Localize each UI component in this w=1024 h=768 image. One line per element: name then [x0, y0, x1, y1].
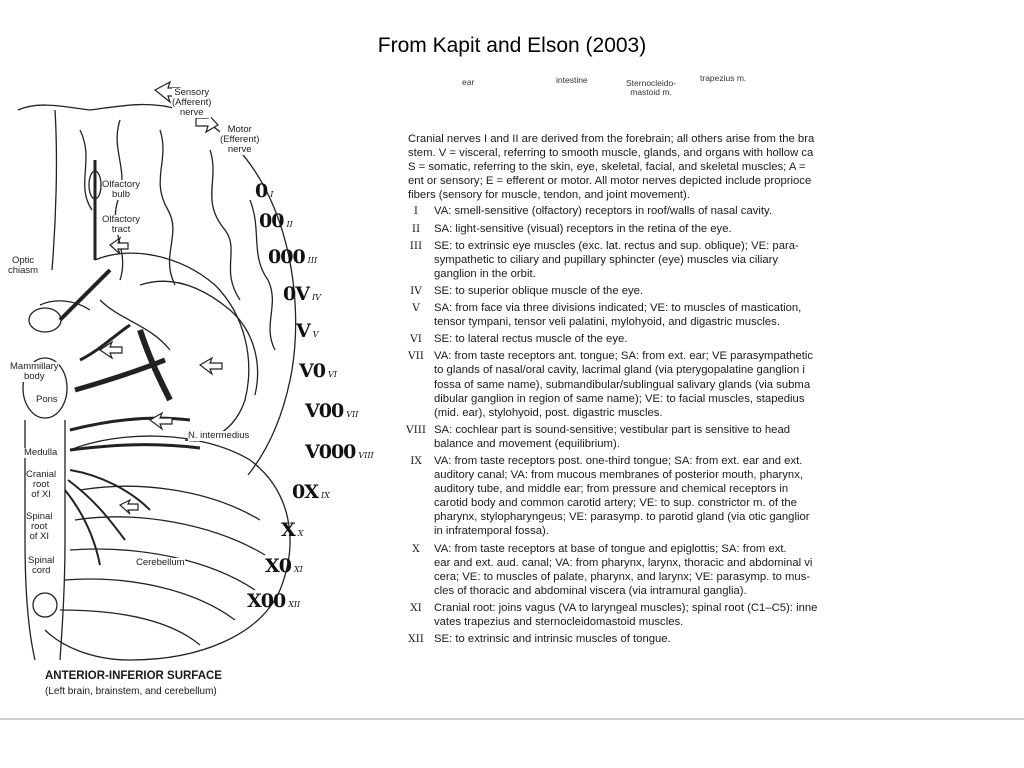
nerve-description — [434, 284, 890, 298]
top-label-ear: ear — [462, 77, 475, 87]
numeral-glyph: V0 — [299, 360, 325, 382]
nerve-description — [434, 349, 890, 419]
numeral-subscript: V — [312, 330, 319, 339]
nerve-description — [434, 632, 890, 646]
label-n-intermedius: N. intermedius — [188, 430, 250, 441]
nerve-description — [434, 301, 890, 329]
nerve-description-line: auditory canal; VA: from mucous membranes of posterior mouth, pharynx, — [434, 469, 803, 482]
label-motor-nerve: Motor (Efferent) nerve — [220, 124, 260, 155]
numeral-subscript: VIII — [358, 451, 374, 460]
nerve-entry — [398, 332, 890, 346]
intro-line: stem. V = visceral, referring to smooth muscle, glands, and organs with hollow ca — [408, 147, 814, 160]
nerve-numeral-glyph — [299, 360, 337, 382]
nerve-description-line: sympathetic to ciliary and pupillary sphincter (eye) muscles via ciliary — [434, 253, 779, 266]
nerve-entry — [398, 454, 890, 539]
nerve-description-line: VA: from taste receptors post. one-third tongue; SA: from ext. ear and ext. — [434, 454, 803, 467]
nerve-description-line: VA: from taste receptors at base of tongue and epiglottis; SA: from ext. — [434, 542, 787, 555]
nerve-description — [434, 239, 890, 281]
numeral-glyph: X0 — [265, 555, 291, 577]
nerve-description-line: cles of thoracic and abdominal viscera (via intramural ganglia). — [434, 584, 747, 597]
nerve-description-line: ganglion in the orbit. — [434, 267, 536, 280]
numeral-subscript: II — [286, 220, 293, 229]
nerve-description — [434, 454, 890, 539]
brain-figure — [0, 70, 400, 725]
nerve-description-line: carotid body and common carotid artery; VE: to sup. constrictor m. of the — [434, 497, 797, 510]
intro-line: ent or sensory; E = efferent or motor. All motor nerves depicted include proprioce — [408, 175, 812, 188]
nerve-numeral-glyph — [255, 180, 273, 202]
nerve-description-line: dibular ganglion in region of same name); VE: to facial muscles, stapedius — [434, 392, 805, 405]
nerve-number: III — [409, 239, 423, 252]
brain-illustration — [0, 70, 400, 725]
numeral-glyph: 0 — [255, 180, 268, 202]
numeral-glyph: V000 — [305, 441, 356, 463]
nerve-number: VII — [408, 350, 424, 363]
label-olfactory-tract: Olfactory tract — [102, 214, 141, 235]
nerve-entry — [398, 204, 890, 218]
nerve-description — [434, 423, 890, 451]
nerve-entry — [398, 284, 890, 298]
nerve-description-line: tensor tympani, tensor veli palatini, mylohyoid, and digastric muscles. — [434, 316, 780, 329]
intro-line: Cranial nerves I and II are derived from the forebrain; all others arise from the bra — [408, 133, 815, 145]
nerve-description — [434, 542, 890, 598]
nerve-numeral-glyph — [305, 400, 358, 422]
nerve-entry — [398, 542, 890, 598]
figure-caption-subtitle: (Left brain, brainstem, and cerebellum) — [45, 686, 217, 697]
numeral-subscript: IX — [320, 491, 330, 500]
nerve-numeral-glyph — [259, 210, 293, 232]
nerve-description — [434, 332, 890, 346]
nerve-description-line: to glands of nasal/oral cavity, lacrimal gland (via pterygopalatine ganglion i — [434, 364, 805, 377]
nerve-description-line: VA: smell-sensitive (olfactory) receptors in roof/walls of nasal cavity. — [434, 205, 772, 218]
nerve-description-line: SA: cochlear part is sound-sensitive; vestibular part is sensitive to head — [434, 423, 791, 436]
nerve-number: I — [413, 205, 419, 218]
top-label-trapezius: trapezius m. — [700, 73, 747, 83]
numeral-glyph: 0X — [292, 481, 318, 503]
numeral-subscript: XII — [288, 600, 301, 609]
label-mammillary-body: Mammillary body — [10, 361, 59, 382]
nerve-description-line: SE: to extrinsic and intrinsic muscles of tongue. — [434, 633, 671, 646]
nerve-numeral-glyph — [292, 481, 330, 503]
nerve-description — [434, 222, 890, 236]
nerve-description-line: Cranial root: joins vagus (VA to laryngeal muscles); spinal root (C1–C5): inne — [434, 601, 818, 614]
nerve-number: X — [412, 542, 420, 555]
label-cranial-root: Cranial root of XI — [26, 469, 57, 500]
numeral-glyph: X — [281, 519, 295, 541]
nerve-entry — [398, 349, 890, 419]
nerve-number: XII — [408, 633, 424, 646]
nerve-numeral-glyph — [296, 320, 319, 342]
nerve-entry — [398, 222, 890, 236]
label-sensory-nerve: Sensory (Afferent) nerve — [172, 87, 212, 118]
nerve-description — [434, 204, 890, 218]
numeral-subscript: XI — [293, 565, 303, 574]
numeral-subscript: VII — [346, 410, 359, 419]
nerve-number: V — [412, 302, 420, 315]
nerve-list — [398, 204, 890, 646]
numeral-glyph: V00 — [305, 400, 344, 422]
numeral-glyph: 0V — [283, 283, 309, 305]
label-medulla: Medulla — [24, 447, 58, 458]
nerve-numeral-glyph — [268, 246, 317, 268]
nerve-description-line: (mid. ear), stylohyoid, post. digastric muscles. — [434, 406, 663, 419]
nerve-description-line: SE: to lateral rectus muscle of the eye. — [434, 333, 628, 346]
top-label-scm: Sternocleido- mastoid m. — [626, 78, 677, 97]
nerve-description-line: cera; VE: to muscles of palate, pharynx, and larynx; VE: parasymp. to mus- — [434, 570, 811, 583]
top-label-intestine: intestine — [556, 75, 588, 85]
nerve-entry — [398, 301, 890, 329]
nerve-number: II — [411, 222, 421, 235]
label-olfactory-bulb: Olfactory bulb — [102, 179, 141, 200]
nerve-number: VI — [410, 333, 422, 346]
nerve-description-text — [398, 132, 890, 649]
numeral-subscript: X — [297, 529, 304, 538]
nerve-description-line: SE: to superior oblique muscle of the eye. — [434, 284, 644, 297]
nerve-numeral-glyph — [265, 555, 303, 577]
nerve-description-line: balance and movement (equilibrium). — [434, 437, 620, 450]
slide-title: From Kapit and Elson (2003) — [377, 34, 647, 57]
label-spinal-cord: Spinal cord — [28, 555, 55, 576]
label-cerebellum: Cerebellum — [136, 557, 185, 568]
intro-paragraph — [408, 132, 890, 202]
nerve-entry — [398, 632, 890, 646]
nerve-numeral-glyph — [281, 519, 303, 541]
nerve-description-line: vates trapezius and sternocleidomastoid muscles. — [434, 616, 684, 628]
label-spinal-root: Spinal root of XI — [26, 511, 53, 542]
nerve-description-line: fossa of same name), submandibular/sublingual salivary glands (via subma — [434, 378, 811, 391]
nerve-numeral-glyph — [247, 590, 300, 612]
intro-line: fibers (sensory for muscle, tendon, and joint movement). — [408, 189, 690, 202]
numeral-glyph: V — [296, 320, 310, 342]
nerve-entry — [398, 423, 890, 451]
nerve-description-line: SE: to extrinsic eye muscles (exc. lat. rectus and sup. oblique); VE: para- — [434, 239, 799, 252]
label-pons: Pons — [36, 394, 58, 405]
nerve-number: IX — [410, 454, 422, 467]
numeral-subscript: I — [270, 190, 274, 199]
nerve-numeral-glyph — [283, 283, 321, 305]
numeral-subscript: VI — [327, 370, 337, 379]
nerve-description-line: auditory tube, and middle ear; from pressure and chemical receptors in — [434, 483, 789, 496]
nerve-description-line: SA: from face via three divisions indicated; VE: to muscles of mastication, — [434, 302, 802, 315]
figure-caption-title: ANTERIOR-INFERIOR SURFACE — [45, 670, 222, 682]
numeral-glyph: 00 — [259, 210, 284, 232]
scanned-page — [0, 70, 1024, 725]
nerve-description-line: ear and ext. aud. canal; VA: from pharynx, larynx, thoracic and abdominal vi — [434, 556, 813, 569]
nerve-entry — [398, 601, 890, 629]
nerve-description-line: VA: from taste receptors ant. tongue; SA: from ext. ear; VE parasympathetic — [434, 350, 814, 363]
numeral-subscript: IV — [311, 293, 321, 302]
intro-line: S = somatic, referring to the skin, eye, skeletal, facial, and skeletal muscles; A = — [408, 161, 806, 174]
nerve-number: VIII — [405, 423, 427, 436]
nerve-description-line: SA: light-sensitive (visual) receptors in the retina of the eye. — [434, 222, 732, 235]
nerve-numeral-glyph — [305, 441, 374, 463]
nerve-description-line: in infratemporal fossa). — [434, 525, 549, 538]
nerve-number: XI — [410, 601, 422, 614]
nerve-description — [434, 601, 890, 629]
nerve-entry — [398, 239, 890, 281]
bottom-rule — [0, 718, 1024, 720]
nerve-description-line: pharynx, stylopharyngeus; VE: parasymp. to parotid gland (via otic ganglior — [434, 511, 810, 524]
numeral-subscript: III — [307, 256, 318, 265]
numeral-glyph: 000 — [268, 246, 305, 268]
numeral-glyph: X00 — [247, 590, 286, 612]
nerve-number: IV — [410, 284, 422, 297]
label-optic-chiasm: Optic chiasm — [8, 255, 39, 276]
